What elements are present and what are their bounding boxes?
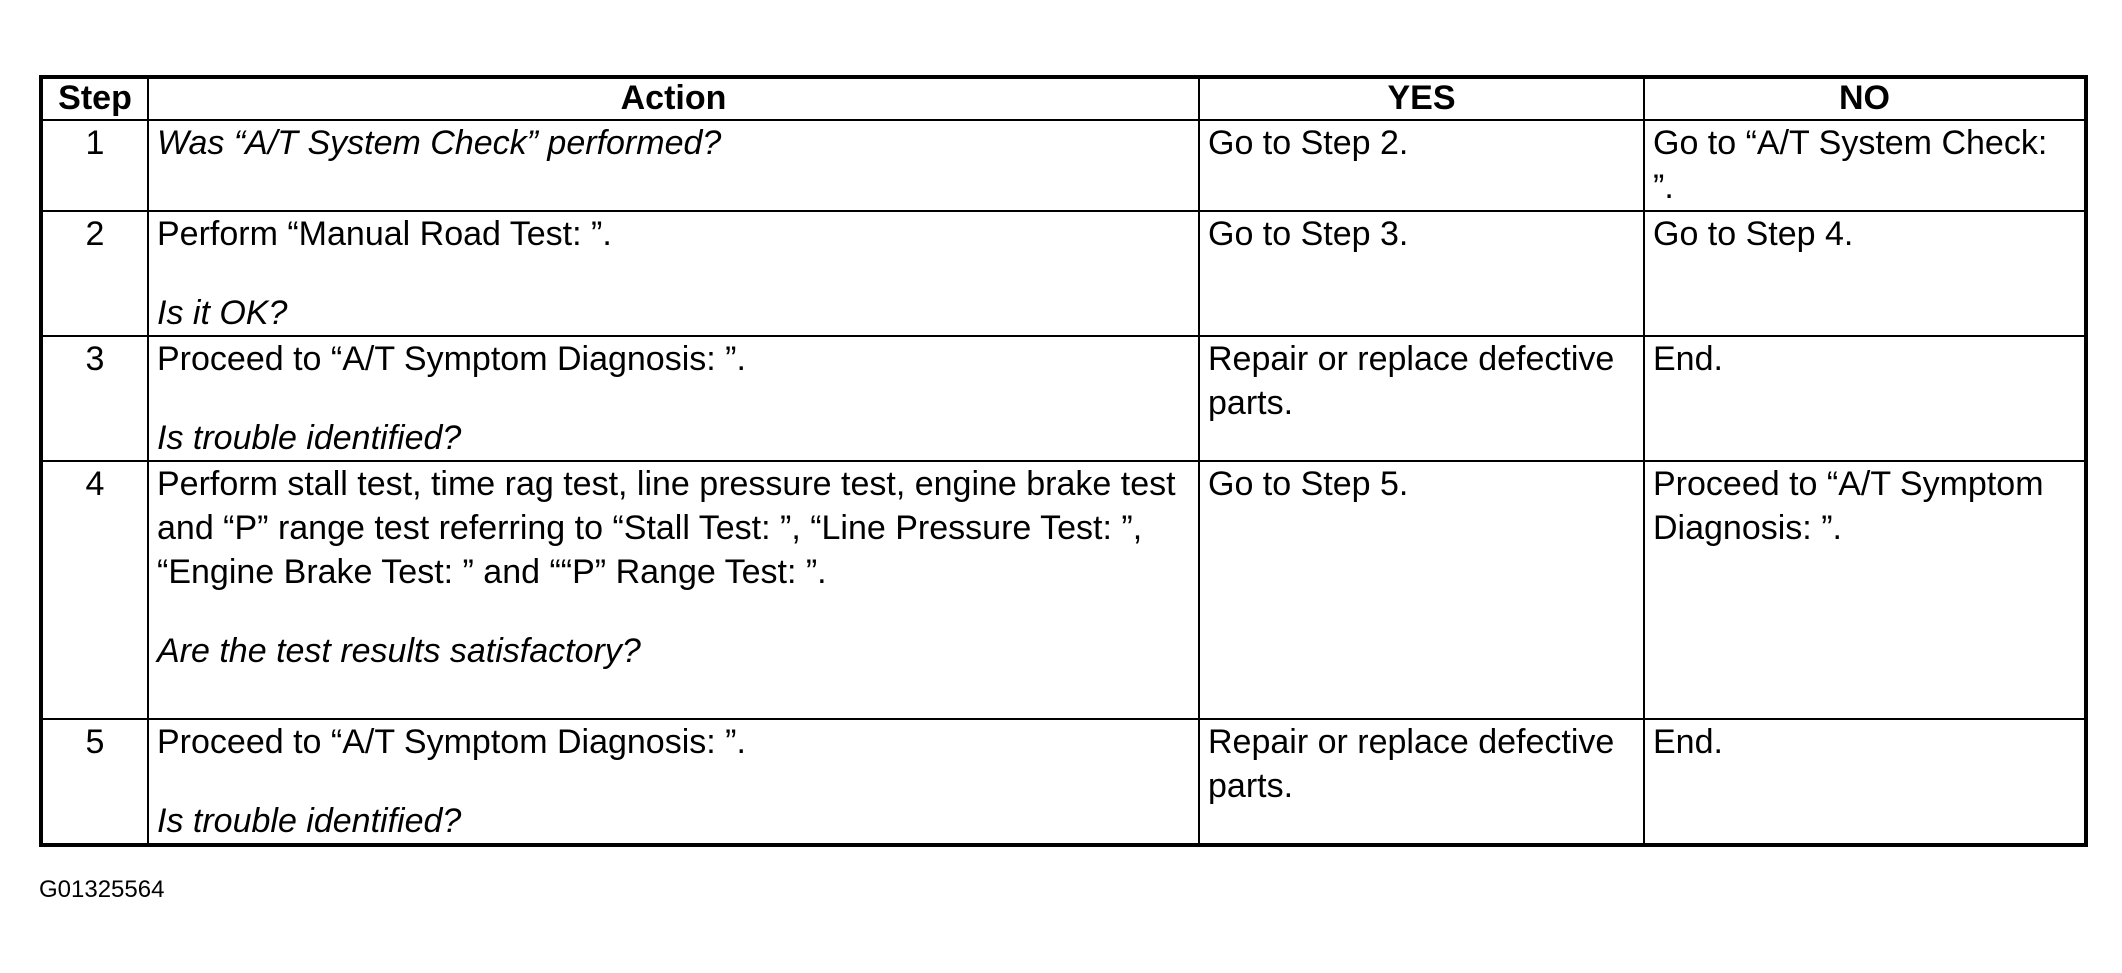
table-row — [41, 211, 2086, 336]
yes-cell: Repair or replace defective parts. — [1199, 719, 1644, 845]
no-cell: End. — [1644, 336, 2086, 461]
figure-code: G01325564 — [39, 876, 165, 903]
table-row — [41, 461, 2086, 719]
action-cell — [148, 461, 1199, 719]
yes-cell: Repair or replace defective parts. — [1199, 336, 1644, 461]
step-number: 4 — [41, 461, 148, 719]
no-cell: Go to “A/T System Check: ”. — [1644, 120, 2086, 211]
no-cell: Proceed to “A/T Symptom Diagnosis: ”. — [1644, 461, 2086, 719]
yes-cell: Go to Step 3. — [1199, 211, 1644, 336]
step-number: 2 — [41, 211, 148, 336]
step-number: 5 — [41, 719, 148, 845]
action-text: Proceed to “A/T Symptom Diagnosis: ”. — [157, 723, 746, 761]
action-text: Proceed to “A/T Symptom Diagnosis: ”. — [157, 340, 746, 378]
step-number: 1 — [41, 120, 148, 211]
yes-cell: Go to Step 5. — [1199, 461, 1644, 719]
header-action: Action — [148, 77, 1199, 120]
action-text: Perform stall test, time rag test, line pressure test, engine brake test and “P” range test referring to “Stall Test: ”, “Line Pressure Test: ”, “Engine Brake Test: ” and ““P” Range Test: ”. — [157, 465, 1176, 591]
action-cell — [148, 211, 1199, 336]
action-cell — [148, 120, 1199, 211]
no-cell: Go to Step 4. — [1644, 211, 2086, 336]
table-row — [41, 719, 2086, 845]
table-row — [41, 336, 2086, 461]
action-cell — [148, 336, 1199, 461]
action-cell — [148, 719, 1199, 845]
step-number: 3 — [41, 336, 148, 461]
action-question: Is trouble identified? — [157, 419, 462, 457]
header-step: Step — [41, 77, 148, 120]
action-question: Was “A/T System Check” performed? — [157, 124, 722, 162]
header-yes: YES — [1199, 77, 1644, 120]
action-question: Is it OK? — [157, 294, 288, 332]
header-no: NO — [1644, 77, 2086, 120]
no-cell: End. — [1644, 719, 2086, 845]
action-question: Are the test results satisfactory? — [157, 632, 641, 670]
action-question: Is trouble identified? — [157, 802, 462, 840]
action-text: Perform “Manual Road Test: ”. — [157, 215, 612, 253]
table-row — [41, 120, 2086, 211]
table-header-row — [41, 77, 2086, 120]
yes-cell: Go to Step 2. — [1199, 120, 1644, 211]
diagnostic-table — [39, 75, 2088, 847]
